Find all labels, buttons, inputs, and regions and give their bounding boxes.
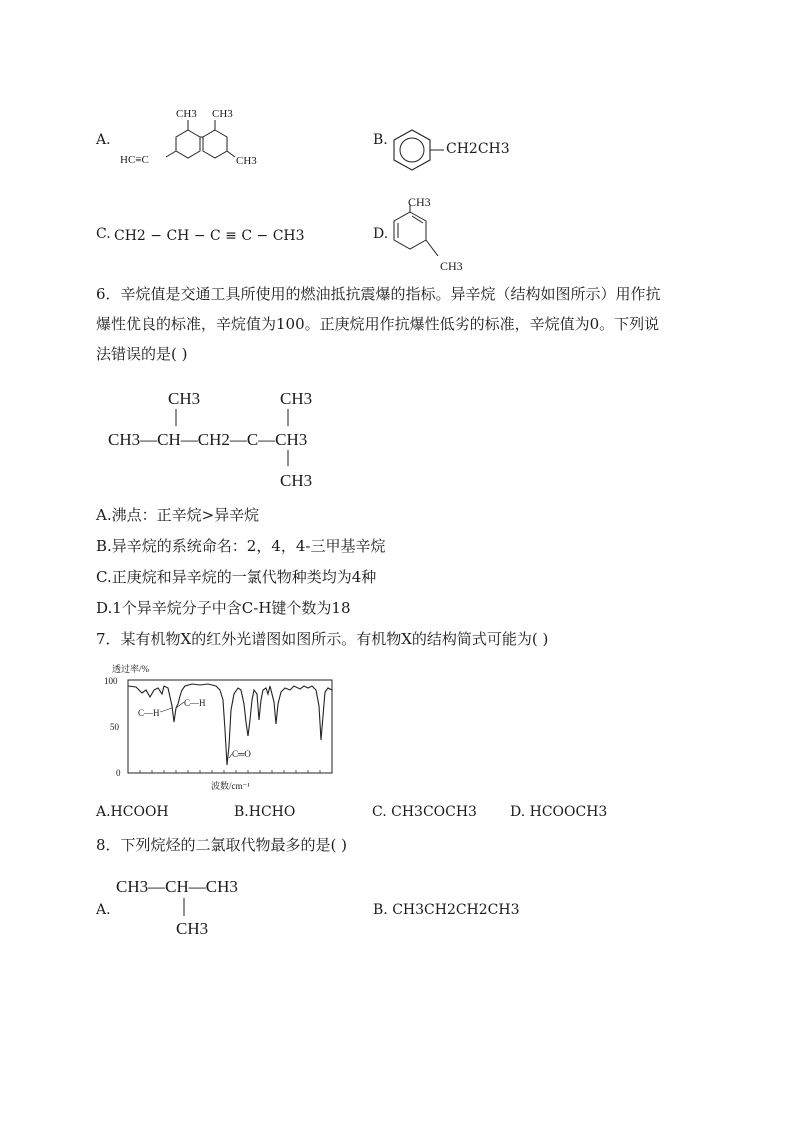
q6-methyl-top-right: CH3 xyxy=(280,389,313,408)
q7-spectrum-line xyxy=(128,684,332,765)
q5-option-b-label: B. xyxy=(373,132,388,148)
q7-annotation-co: C═O xyxy=(232,749,251,759)
q5-option-c-label: C. xyxy=(96,226,111,242)
q7-option-c: C. CH3COCH3 xyxy=(372,804,477,820)
q8-a-chain: CH3—CH—CH3 xyxy=(116,877,238,896)
q7-ylabel: 透过率/% xyxy=(112,664,149,674)
q6-line-2: 爆性优良的标准，辛烷值为100。正庚烷用作抗爆性低劣的标准，辛烷值为0。下列说 xyxy=(96,315,660,333)
q8-option-a-label: A. xyxy=(96,902,111,918)
q8-a-branch: CH3 xyxy=(176,919,209,938)
q6-methyl-bottom: CH3 xyxy=(280,471,313,490)
q6-option-b: B.异辛烷的系统命名：2，4，4-三甲基辛烷 xyxy=(96,537,386,555)
q8-question: 8．下列烷烃的二氯取代物最多的是( ) xyxy=(96,836,348,854)
q7-ytick-0: 0 xyxy=(116,768,121,778)
q5d-methyl-top: CH3 xyxy=(408,195,431,209)
q7-xlabel: 波数/cm⁻¹ xyxy=(211,781,250,791)
q7-option-b: B.HCHO xyxy=(234,804,296,820)
q5a-methyl-right: CH3 xyxy=(212,108,233,120)
q5a-methyl-ring: CH3 xyxy=(236,155,257,167)
q5-option-b-formula: CH2CH3 xyxy=(446,141,510,157)
q7-annotation-ch-left: C—H xyxy=(138,708,160,718)
q7-annotation-ch-right: C—H xyxy=(184,698,206,708)
q5-option-a-structure xyxy=(110,100,280,175)
q5d-methyl-bottom: CH3 xyxy=(440,259,463,273)
q5-option-a-label: A. xyxy=(96,132,111,148)
q6-option-c: C.正庚烷和异辛烷的一氯代物种类均为4种 xyxy=(96,568,377,586)
q6-option-d: D.1个异辛烷分子中含C-H键个数为18 xyxy=(96,599,351,617)
q5-option-b-benzene xyxy=(386,128,446,172)
q5a-alkyne: HC≡C xyxy=(120,154,149,166)
q7-option-d: D. HCOOCH3 xyxy=(510,804,608,820)
q6-methyl-top-left: CH3 xyxy=(168,389,201,408)
q7-question: 7．某有机物X的红外光谱图如图所示。有机物X的结构简式可能为( ) xyxy=(96,630,549,648)
q7-option-a: A.HCOOH xyxy=(96,804,169,820)
q6-option-a: A.沸点：正辛烷>异辛烷 xyxy=(96,506,260,524)
q5-option-d-structure xyxy=(388,192,478,277)
q6-line-3: 法错误的是( ) xyxy=(96,345,188,363)
q7-ytick-50: 50 xyxy=(110,722,119,732)
q5-option-c-formula: CH2 − CH − C ≡ C − CH3 xyxy=(114,228,305,244)
q7-ytick-100: 100 xyxy=(104,676,118,686)
q5a-methyl-left: CH3 xyxy=(176,108,197,120)
q8-option-a-structure xyxy=(114,872,284,942)
q6-main-chain: CH3—CH—CH2—C—CH3 xyxy=(108,430,308,449)
q5-option-d-label: D. xyxy=(373,226,389,242)
q8-option-b: B. CH3CH2CH2CH3 xyxy=(373,902,520,918)
q6-isooctane-structure xyxy=(106,384,356,494)
q7-ir-spectrum xyxy=(100,660,340,795)
q6-line-1: 6．辛烷值是交通工具所使用的燃油抵抗震爆的指标。异辛烷（结构如图所示）用作抗 xyxy=(96,285,661,303)
